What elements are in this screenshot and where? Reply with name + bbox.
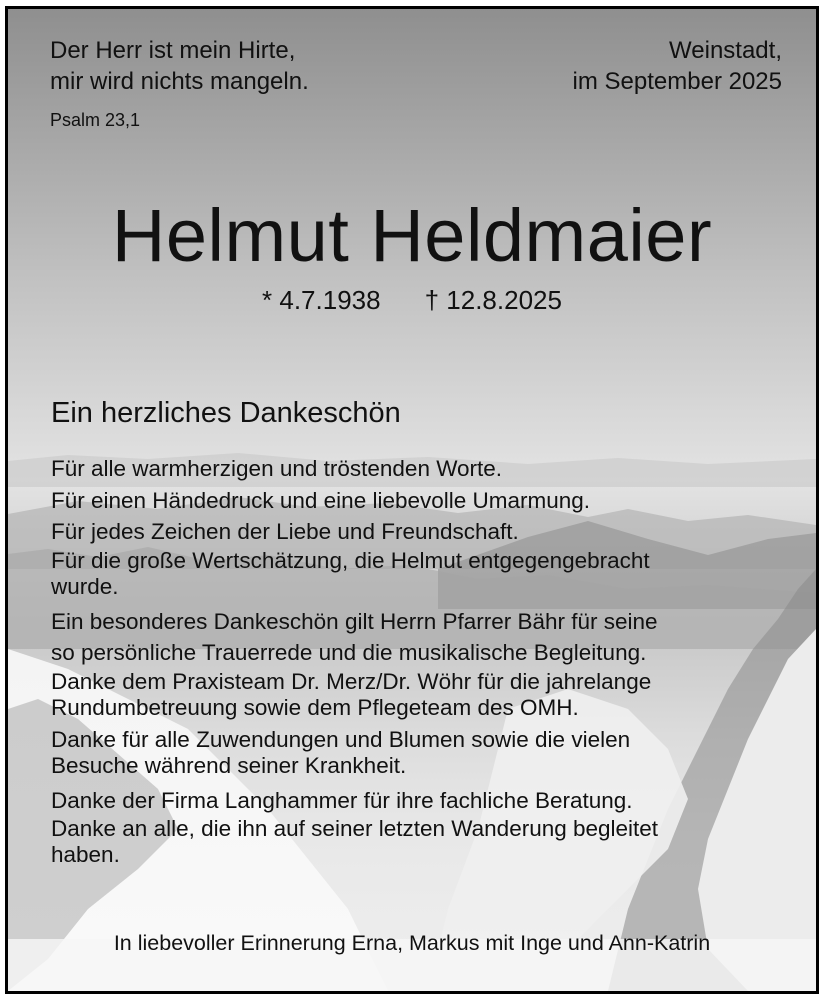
bible-verse: [50, 35, 309, 97]
thanks-line: Danke dem Praxisteam Dr. Merz/Dr. Wöhr für die jahrelange: [51, 668, 652, 694]
thanks-line: Für die große Wertschätzung, die Helmut entgegengebracht: [51, 547, 650, 573]
thanks-line: Für alle warmherzigen und tröstenden Worte.: [51, 456, 503, 481]
date: im September 2025: [572, 68, 782, 95]
deceased-name: Helmut Heldmaier: [111, 194, 713, 277]
thanks-line: Ein besonderes Dankeschön gilt Herrn Pfarrer Bähr für seine: [51, 608, 658, 634]
bible-verse-line-1: Der Herr ist mein Hirte,: [50, 37, 296, 64]
thanks-line: Für jedes Zeichen der Liebe und Freundschaft.: [51, 519, 519, 544]
death-date: † 12.8.2025: [424, 285, 562, 315]
thanks-line: Danke an alle, die ihn auf seiner letzten Wanderung begleitet: [51, 816, 659, 841]
bible-verse-line-2: mir wird nichts mangeln.: [50, 68, 309, 95]
closing-signature: In liebevoller Erinnerung Erna, Markus mit Inge und Ann-Katrin: [113, 931, 711, 955]
place-and-date: [573, 35, 782, 97]
thanks-line: Danke für alle Zuwendungen und Blumen sowie die vielen: [51, 726, 631, 752]
thanks-line: wurde.: [51, 573, 119, 599]
thanks-line: Für einen Händedruck und eine liebevolle Umarmung.: [51, 487, 591, 513]
verse-reference: Psalm 23,1: [50, 110, 141, 130]
thanks-line: Danke der Firma Langhammer für ihre fachliche Beratung.: [51, 787, 633, 813]
obituary-notice: [5, 6, 819, 994]
place: Weinstadt,: [669, 37, 782, 64]
thanks-heading: Ein herzliches Dankeschön: [51, 397, 401, 429]
thanks-text: [51, 453, 791, 868]
thanks-line: so persönliche Trauerrede und die musikalische Begleitung.: [51, 640, 647, 665]
thanks-line: Rundumbetreuung sowie dem Pflegeteam des OMH.: [51, 694, 579, 720]
life-dates: [8, 285, 816, 316]
thanks-line: haben.: [51, 842, 120, 867]
thanks-line: Besuche während seiner Krankheit.: [51, 752, 407, 778]
birth-date: * 4.7.1938: [262, 285, 381, 315]
